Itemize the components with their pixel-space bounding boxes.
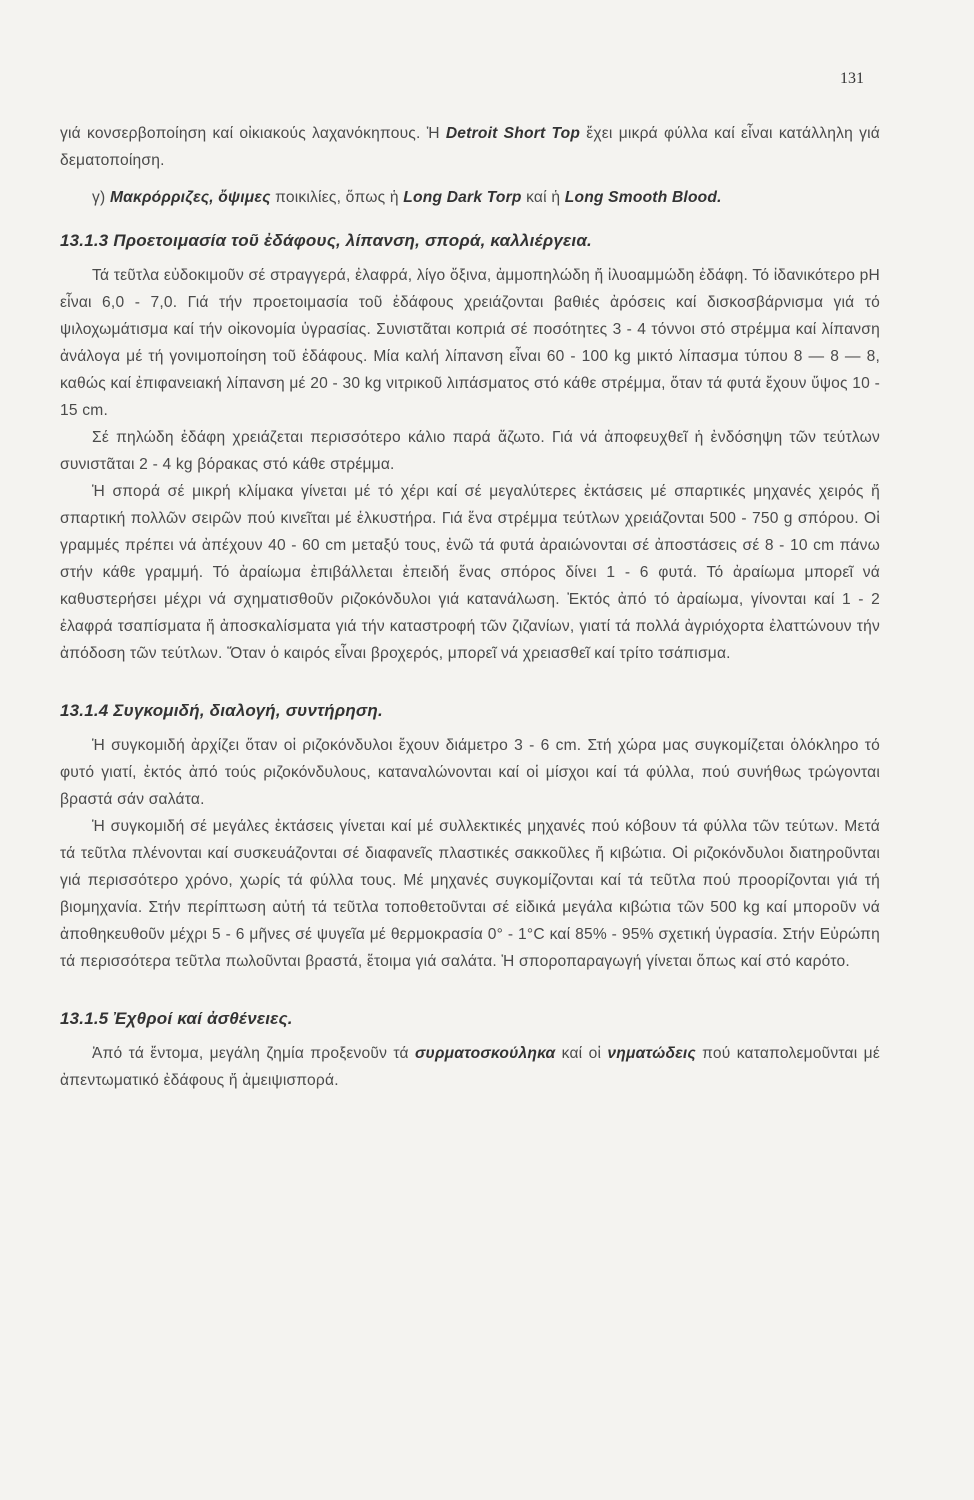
section-heading-13-1-3: 13.1.3 Προετοιμασία τοῦ ἐδάφους, λίπανση, σπορά, καλλιέργεια. [60, 231, 592, 250]
section-13-1-5-paragraph-1: Ἀπό τά ἔντομα, μεγάλη ζημία προξενοῦν τά συρματοσκούληκα καί οἱ νηματώδεις πού καταπολεμοῦνται μέ ἀπεντωματικό ἐδάφους ἤ ἀμειψισπορά. [60, 1045, 880, 1089]
pest-nematodes: νηματώδεις [607, 1045, 696, 1062]
section-13-1-4-paragraph-2: Ἡ συγκομιδή σέ μεγάλες ἐκτάσεις γίνεται καί μέ συλλεκτικές μηχανές πού κόβουν τά φύλλα τῶν τεύτων. Μετά τά τεῦτλα πλένονται καί συσκευάζονται σέ διαφανεῖς πλαστικές σακκοῦλες ἤ κιβώτια. Οἱ ριζοκόνδυλοι διατηροῦνται γιά περισσότερο χρόνο, χωρίς τά φύλλα τους. Μέ μηχανές συγκομίζονται καί τά τεῦτλα πού προορίζονται γιά τή βιομηχανία. Στήν περίπτωση αὐτή τά τεῦτλα τοποθετοῦνται σέ εἰδικά μεγάλα κιβώτια τῶν 500 kg καί μποροῦν νά ἀποθηκευθοῦν μέχρι 5 - 6 μῆνες σέ ψυγεῖα μέ θερμοκρασία 0° - 1°C καί 85% - 95% σχετική ὑγρασία. Στήν Εὐρώπη τά περισσότερα τεῦτλα πωλοῦνται βραστά, ἕτοιμα γιά σαλάτα. Ἡ σποροπαραγωγή γίνεται ὅπως καί στό καρότο. [60, 818, 880, 970]
intro-paragraph-2: γ) Μακρόρριζες, ὄψιμες ποικιλίες, ὅπως ἡ Long Dark Torp καί ἡ Long Smooth Blood. [92, 189, 722, 206]
section-13-1-3-paragraph-1: Τά τεῦτλα εὐδοκιμοῦν σέ στραγγερά, ἐλαφρά, λίγο ὄξινα, ἀμμοπηλώδη ἤ ἰλυοαμμώδη ἐδάφη. Τό ἰδανικότερο pH εἶναι 6,0 - 7,0. Γιά τήν προετοιμασία τοῦ ἐδάφους χρειάζονται βαθιές ἀρόσεις καί δισκοσβάρνισμα γιά τό ψιλοχωμάτισμα καί τήν οἰκονομία ὑγρασίας. Συνιστᾶται κοπριά σέ ποσότητες 3 - 4 τόννοι στό στρέμμα καί λίπανση ἀνάλογα μέ τή γονιμοποίηση τοῦ ἐδάφους. Μία καλή λίπανση εἶναι 60 - 100 kg μικτό λίπασμα τύπου 8 — 8 — 8, καθώς καί ἐπιφανειακή λίπανση μέ 20 - 30 kg νιτρικοῦ λιπάσματος στό κάθε στρέμμα, ὅταν τά φυτά ἔχουν ὕψος 10 - 15 cm. [60, 267, 880, 419]
section-13-1-4-paragraph-1: Ἡ συγκομιδή ἀρχίζει ὅταν οἱ ριζοκόνδυλοι ἔχουν διάμετρο 3 - 6 cm. Στή χώρα μας συγκομίζεται ὁλόκληρο τό φυτό γιατί, ἐκτός ἀπό τούς ριζοκόνδυλους, καταναλώνονται καί οἱ μίσχοι καί τά φύλλα, πού συνήθως τρώγονται βραστά σάν σαλάτα. [60, 737, 880, 808]
pest-wireworms: συρματοσκούληκα [415, 1045, 556, 1062]
late-long-root-label: Μακρόρριζες, ὄψιμες [109, 189, 271, 206]
section-heading-13-1-5: 13.1.5 Ἐχθροί καί ἀσθένειες. [60, 1009, 293, 1028]
variety-long-smooth-blood: Long Smooth Blood. [564, 189, 722, 206]
page-number: 131 [840, 70, 864, 87]
section-13-1-3-paragraph-3: Ἡ σπορά σέ μικρή κλίμακα γίνεται μέ τό χέρι καί σέ μεγαλύτερες ἐκτάσεις μέ σπαρτικές μηχανές χειρός ἤ σπαρτική πολλῶν σειρῶν πού κινεῖται μέ ἑλκυστήρα. Γιά ἕνα στρέμμα τεύτλων χρειάζονται 500 - 750 g σπόρου. Οἱ γραμμές πρέπει νά ἀπέχουν 40 - 60 cm μεταξύ τους, ἐνῶ τά φυτά ἀραιώνονται σέ ἀποστάσεις σέ 8 - 10 cm πάνω στήν κάθε γραμμή. Τό ἀραίωμα ἐπιβάλλεται ἐπειδή ἕνας σπόρος δίνει 1 - 6 φυτά. Τό ἀραίωμα μπορεῖ νά καθυστερήσει μέχρι νά σχηματισθοῦν ριζοκόνδυλοι γιά κατανάλωση. Ἐκτός ἀπό τό ἀραίωμα, γίνονται καί 1 - 2 ἐλαφρά τσαπίσματα ἤ ἀποσκαλίσματα γιά τήν καταστροφή τῶν ζιζανίων, γιατί τά πολλά ἀγριόχορτα ἐλαττώνουν τήν ἀπόδοση τῶν τεύτλων. Ὅταν ὁ καιρός εἶναι βροχερός, μπορεῖ νά χρειασθεῖ καί τρίτο τσάπισμα. [60, 483, 880, 662]
section-13-1-3-paragraph-2: Σέ πηλώδη ἐδάφη χρειάζεται περισσότερο κάλιο παρά ἄζωτο. Γιά νά ἀποφευχθεῖ ἡ ἐνδόσηψη τῶν τεύτλων συνιστᾶται 2 - 4 kg βόρακας στό κάθε στρέμμα. [60, 429, 880, 473]
section-heading-13-1-4: 13.1.4 Συγκομιδή, διαλογή, συντήρηση. [60, 701, 383, 720]
intro-paragraph-1: γιά κονσερβοποίηση καί οἰκιακούς λαχανόκηπους. Ἡ Detroit Short Top ἔχει μικρά φύλλα καί εἶναι κατάλληλη γιά δεματοποίηση. [60, 125, 880, 169]
variety-detroit-short-top: Detroit Short Top [445, 125, 581, 142]
variety-long-dark-torp: Long Dark Torp [403, 189, 522, 206]
page-body [60, 120, 880, 1094]
